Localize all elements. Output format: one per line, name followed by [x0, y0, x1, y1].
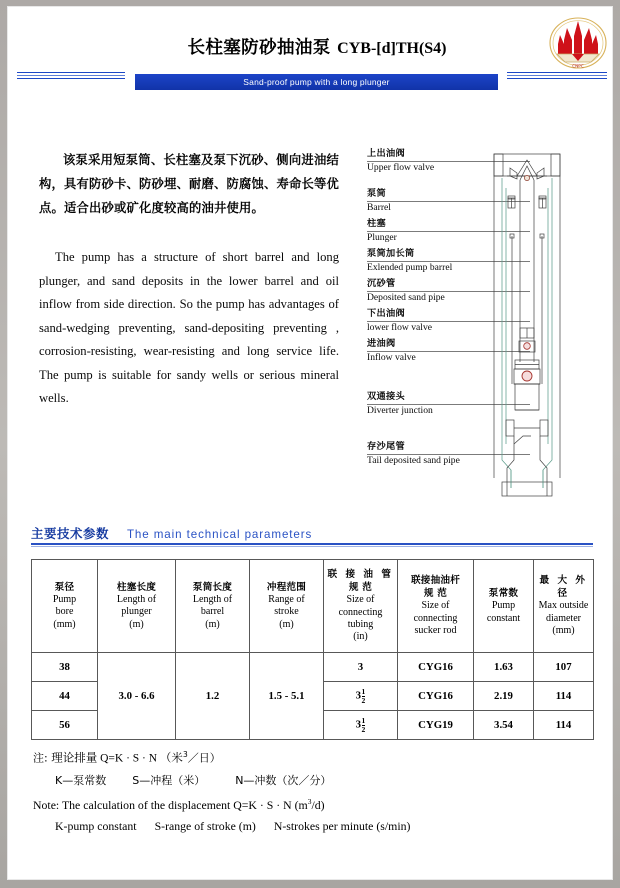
cell-sucker-rod: CYG16: [398, 682, 474, 711]
col-header-pump-constant: [474, 560, 534, 653]
callout-label-cn: 泵筒加长筒: [367, 248, 415, 259]
cell-max-diameter: 114: [534, 711, 594, 740]
page-header: [7, 6, 613, 110]
col-header-cn: 最 大 外 径: [539, 575, 588, 600]
note-formula-en: Note: The calculation of the displacement Q=K · S · N (m: [33, 797, 308, 812]
col-header-en-1: Range of: [268, 593, 305, 605]
col-header-en-2: plunger: [121, 606, 152, 618]
col-header-cn-1: 联接抽油杆: [411, 575, 460, 587]
col-header-en-2: connecting: [413, 612, 458, 624]
cell-tubing-size: [324, 653, 398, 682]
col-header-en-4: (in): [353, 631, 368, 643]
subtitle-text: Sand-proof pump with a long plunger: [243, 77, 390, 87]
table-header-row: [32, 560, 594, 653]
callout-label-cn: 存沙尾管: [367, 441, 405, 452]
col-header-sucker-rod-size: [398, 560, 474, 653]
note-legend-k-cn: K—泵常数: [55, 773, 107, 787]
callout-label-cn: 泵筒: [367, 188, 386, 199]
col-header-plunger-length: [98, 560, 176, 653]
cell-pump-constant: 1.63: [474, 653, 534, 682]
col-header-en-1: Length of: [192, 593, 233, 605]
col-header-cn: 泵常数: [488, 588, 519, 600]
note-exponent-en: 3: [307, 796, 312, 806]
fraction-denominator: 2: [361, 695, 366, 705]
section-divider: [31, 543, 593, 545]
tubing-whole: 3: [355, 689, 362, 702]
pump-diagram: [359, 148, 607, 508]
col-header-max-outside-diameter: [534, 560, 594, 653]
note-exponent-cn: 3: [182, 750, 188, 759]
callout-label-en: Tail deposited sand pipe: [367, 455, 460, 466]
tubing-fraction: [362, 688, 366, 704]
cell-sucker-rod: CYG19: [398, 711, 474, 740]
col-header-en-1: Pump: [52, 593, 77, 605]
callout-label-en: Deposited sand pipe: [367, 292, 445, 303]
note-en-line-2: [33, 816, 593, 837]
fraction-denominator: 2: [361, 724, 366, 734]
section-divider-light: [31, 546, 593, 547]
note-formula-en-tail: /d): [311, 797, 325, 812]
col-header-cn-2: 规 范: [348, 582, 373, 594]
col-header-barrel-length: [176, 560, 250, 653]
table-notes: [33, 744, 593, 837]
section-heading-cn: 主要技术参数: [31, 526, 109, 541]
callout-label-cn: 上出油阀: [367, 148, 405, 159]
col-header-en-2: constant: [486, 612, 521, 624]
note-cn-line-1: [33, 744, 593, 770]
note-formula-cn-tail: ／日）: [187, 751, 221, 765]
col-header-en-2: barrel: [200, 606, 225, 618]
cell-pump-bore: 44: [32, 682, 98, 711]
col-header-en-1: Length of: [116, 593, 157, 605]
col-header-en-2: connecting: [338, 606, 383, 618]
callout-label-en: Exlended pump barrel: [367, 262, 453, 273]
col-header-cn-2: 规 范: [423, 588, 448, 600]
col-header-en-3: sucker rod: [414, 625, 457, 637]
tubing-fraction: [362, 717, 366, 733]
header-rule-right: [507, 72, 607, 81]
callout-label-en: Inflow valve: [367, 352, 416, 363]
col-header-tubing-size: [324, 560, 398, 653]
note-legend-n-en: N-strokes per minute (s/min): [273, 818, 411, 833]
col-header-en-1: Pump: [491, 600, 516, 612]
callout-label-en: Diverter junction: [367, 405, 433, 416]
cell-max-diameter: 107: [534, 653, 594, 682]
col-header-cn: 泵径: [54, 581, 75, 593]
col-header-en-2: diameter: [546, 612, 581, 624]
callout-label-cn: 双通接头: [367, 391, 405, 402]
description-column: [39, 148, 339, 411]
description-paragraph-en: The pump has a structure of short barrel and long plunger, and sand deposits in the lower barrel and oil inflow from side direction. So the pump has advantages of sand-wedging preventing, sand-depositing preventing , corrosion-resisting, wear-resisting and long service life. The pump is suitable for sandy wells or serious mineral wells.: [39, 250, 339, 405]
col-header-cn: 泵筒长度: [192, 581, 233, 593]
svg-text:CNPC: CNPC: [572, 63, 584, 69]
note-legend-k-en: K-pump constant: [55, 818, 137, 833]
description-paragraph-cn: 该泵采用短泵筒、长柱塞及泵下沉砂、侧向进油结构，具有防砂卡、防砂埋、耐磨、防腐蚀、寿命长等优点。适合出砂或矿化度较高的油井使用。: [39, 153, 339, 215]
header-rule-left: [17, 72, 125, 81]
cell-pump-bore: 38: [32, 653, 98, 682]
cell-tubing-size: [324, 682, 398, 711]
cell-pump-constant: 3.54: [474, 711, 534, 740]
technical-parameters-table: [31, 559, 594, 740]
col-header-pump-bore: [32, 560, 98, 653]
note-en-line-1: [33, 791, 593, 816]
col-header-en-1: Max outside: [538, 600, 589, 612]
col-header-en-3: (mm): [552, 625, 575, 637]
note-label-cn: 注:: [33, 751, 48, 765]
cell-max-diameter: 114: [534, 682, 594, 711]
callout-label-cn: 柱塞: [367, 218, 386, 229]
page-title-code: CYB-[d]TH(S4): [337, 40, 447, 57]
fraction-numerator: 1: [361, 686, 366, 696]
page-title-cn: 长柱塞防砂抽油泵: [187, 38, 331, 58]
col-header-stroke-range: [250, 560, 324, 653]
col-header-en-1: Size of: [421, 600, 450, 612]
cell-pump-constant: 2.19: [474, 682, 534, 711]
section-heading-en: The main technical parameters: [126, 528, 313, 541]
col-header-en-1: Size of: [346, 594, 375, 606]
col-header-en-3: (m): [129, 618, 144, 630]
subtitle-banner: [135, 74, 498, 90]
col-header-en-2: stroke: [274, 606, 299, 618]
note-legend-n-cn: N—冲数（次／分）: [235, 773, 332, 787]
tubing-whole: 3: [355, 718, 362, 731]
callout-label-en: lower flow valve: [367, 322, 433, 333]
col-header-en-3: tubing: [347, 619, 374, 630]
col-header-cn: 冲程范围: [266, 581, 307, 593]
callout-label-en: Upper flow valve: [367, 162, 435, 173]
page-title: [127, 34, 507, 59]
callout-label-cn: 沉砂管: [367, 278, 396, 289]
note-legend-s-cn: S—冲程（米）: [132, 773, 206, 787]
col-header-cn: 柱塞长度: [116, 581, 157, 593]
col-header-en-2: bore: [55, 606, 74, 618]
cell-stroke-range: 1.5 - 5.1: [250, 653, 324, 740]
cnpc-flame-logo-icon: [547, 16, 609, 70]
callout-label-cn: 下出油阀: [367, 308, 405, 319]
document-page: [7, 6, 613, 880]
pump-cross-section-drawing: [477, 148, 597, 505]
callout-label-en: Barrel: [367, 202, 391, 213]
table-row: [32, 653, 594, 682]
cell-pump-bore: 56: [32, 711, 98, 740]
fraction-numerator: 1: [361, 715, 366, 725]
note-formula-cn: 理论排量 Q=K · S · N （米: [51, 752, 183, 765]
col-header-en-3: (m): [279, 618, 294, 630]
note-cn-line-2: [33, 770, 593, 791]
col-header-en-3: (m): [205, 618, 220, 630]
callout-label-cn: 进油阀: [367, 338, 396, 349]
note-legend-s-en: S-range of stroke (m): [154, 818, 256, 833]
tubing-whole: 3: [357, 661, 364, 673]
section-heading: [31, 524, 591, 543]
col-header-en-3: (mm): [53, 618, 76, 630]
cell-sucker-rod: CYG16: [398, 653, 474, 682]
callout-label-en: Plunger: [367, 232, 397, 243]
cell-tubing-size: [324, 711, 398, 740]
cell-plunger-length: 3.0 - 6.6: [98, 653, 176, 740]
cell-barrel-length: 1.2: [176, 653, 250, 740]
col-header-cn-1: 联 接 油 管: [327, 569, 394, 581]
